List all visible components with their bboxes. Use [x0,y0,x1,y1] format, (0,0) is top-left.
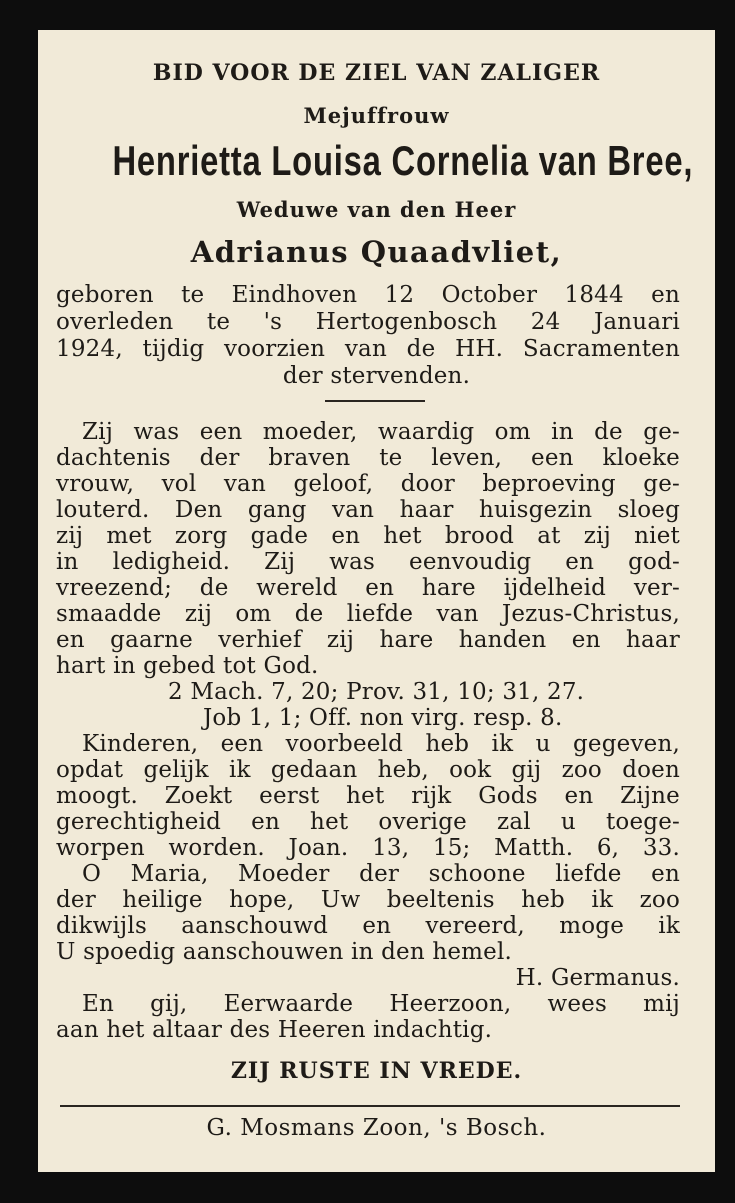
text-line: louterd. Den gang van haar huisgezin sloeg [56,497,680,523]
text-line: dikwijls aanschouwd en vereerd, moge ik [56,913,680,939]
text-line: En gij, Eerwaarde Heerzoon, wees mij [82,991,680,1017]
text-line: zij met zorg gade en het brood at zij niet [56,523,680,549]
text-line: Zij was een moeder, waardig om in de ge- [82,419,680,445]
memorial-card [38,30,715,1172]
footer-rule [60,1105,680,1107]
text-line: Kinderen, een voorbeeld heb ik u gegeven, [82,731,680,757]
text-line: en gaarne verhief zij hare handen en haar [56,627,680,653]
text-line: worpen worden. Joan. 13, 15; Matth. 6, 33. [56,835,680,861]
birth-line: 1924, tijdig voorzien van de HH. Sacramenten [56,336,680,362]
text-line: opdat gelijk ik gedaan heb, ook gij zoo doen [56,757,680,783]
text-line: O Maria, Moeder der schoone liefde en [82,861,680,887]
title-mejuffrouw: Mejuffrouw [303,103,450,128]
text-line: aan het altaar des Heeren indachtig. [56,1017,493,1043]
text-line: dachtenis der braven te leven, een kloeke [56,445,680,471]
printer-imprint: G. Mosmans Zoon, 's Bosch. [206,1115,547,1141]
birth-line: overleden te 's Hertogenbosch 24 Januari [56,309,680,335]
attribution-line: H. Germanus. [515,965,680,991]
text-line: U spoedig aanschouwen in den hemel. [56,939,513,965]
text-line: vreezend; de wereld en hare ijdelheid ver- [56,575,680,601]
text-line: moogt. Zoekt eerst het rijk Gods en Zijne [56,783,680,809]
prayer-heading: BID VOOR DE ZIEL VAN ZALIGER [152,60,601,86]
text-line: in ledigheid. Zij was eenvoudig en god- [56,549,680,575]
text-line: der heilige hope, Uw beeltenis heb ik zoo [56,887,680,913]
birth-line: der stervenden. [282,363,471,389]
deceased-name: Henrietta Louisa Cornelia van Bree, [112,137,694,184]
reference-line: Job 1, 1; Off. non virg. resp. 8. [203,705,563,731]
closing-line: ZIJ RUSTE IN VREDE. [230,1058,523,1084]
widow-of-line: Weduwe van den Heer [236,197,517,222]
text-line: hart in gebed tot God. [56,653,319,679]
reference-line: 2 Mach. 7, 20; Prov. 31, 10; 31, 27. [168,679,585,705]
text-line: vrouw, vol van geloof, door beproeving ge- [56,471,680,497]
separator-rule [325,400,425,402]
husband-name: Adrianus Quaadvliet, [190,235,563,269]
text-line: smaadde zij om de liefde van Jezus-Christus, [56,601,680,627]
birth-line: geboren te Eindhoven 12 October 1844 en [56,282,680,308]
text-line: gerechtigheid en het overige zal u toege- [56,809,680,835]
